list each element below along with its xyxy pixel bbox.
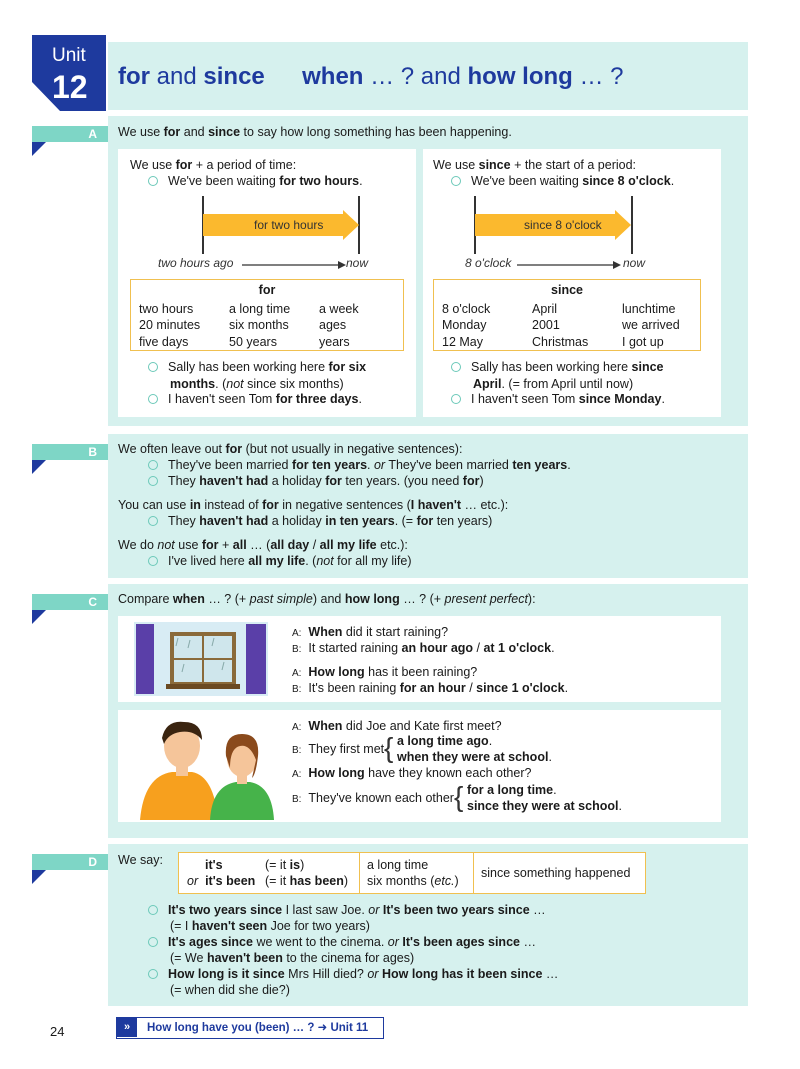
since-example-3: I haven't seen Tom since Monday. [451, 391, 665, 408]
brace-icon: { [454, 781, 464, 812]
meet-line-b2: B: They've known each other [292, 791, 454, 805]
joe-and-kate-illustration [132, 716, 282, 820]
since-arrow-label: since 8 o'clock [524, 218, 602, 232]
page-number: 24 [50, 1024, 65, 1039]
table-its-been: or it's been [187, 874, 256, 888]
bullet-icon [148, 969, 158, 979]
since-example: We've been waiting since 8 o'clock. [451, 173, 674, 190]
meet-line-a2: A: How long have they known each other? [292, 766, 532, 780]
bullet-icon [148, 362, 158, 372]
raining-line-b2: B: It's been raining for an hour / since 1 o'clock. [292, 681, 569, 695]
section-b-line-2: They've been married for ten years. or They've been married ten years. [148, 457, 571, 474]
section-b-line-3: They haven't had a holiday for ten years. (you need for) [148, 473, 484, 490]
title-end: … ? [572, 63, 624, 90]
meet-option-2: when they were at school. [397, 750, 552, 764]
raining-dialogue-box [118, 616, 721, 702]
section-b-line-5: They haven't had a holiday in ten years. (= for ten years) [148, 513, 492, 530]
since-explanation-box [423, 149, 721, 417]
table-its-been-eq: (= it has been) [265, 874, 349, 888]
bullet-icon [451, 176, 461, 186]
brace-icon: { [384, 732, 394, 763]
table-divider [473, 853, 474, 893]
for-example-2: Sally has been working here for six months. (not since six months) [148, 359, 408, 392]
table-since-something: since something happened [481, 866, 631, 880]
bullet-icon [148, 176, 158, 186]
since-word: 2001 [532, 318, 560, 332]
for-word: a week [319, 301, 359, 316]
since-example-2: Sally has been working here since April. (= from April until now) [451, 359, 713, 392]
its-been-table [178, 852, 646, 894]
title-and-2: … ? and [363, 63, 468, 90]
for-word: 50 years [229, 334, 277, 349]
bullet-icon [148, 937, 158, 947]
joe-kate-dialogue-box [118, 710, 721, 822]
bullet-icon [148, 556, 158, 566]
since-timeline-to: now [623, 256, 646, 270]
raining-line-b1: B: It started raining an hour ago / at 1 o'clock. [292, 641, 555, 655]
for-example-3: I haven't seen Tom for three days. [148, 391, 362, 408]
since-word: Monday [442, 318, 487, 332]
since-word: I got up [622, 334, 664, 349]
section-b-tab: B [32, 444, 108, 460]
title-and: and [150, 63, 204, 90]
bullet-icon [148, 476, 158, 486]
bullet-icon [148, 394, 158, 404]
title-how-long: how long [467, 63, 573, 90]
since-word: we arrived [622, 318, 680, 332]
timeline-arrow-icon [517, 261, 621, 269]
bullet-icon [148, 460, 158, 470]
known-option-1: for a long time. [467, 783, 557, 797]
meet-option-1: a long time ago. [397, 734, 493, 748]
section-c-tab: C [32, 594, 108, 610]
for-lead: We use for + a period of time: [130, 158, 297, 172]
for-words-heading: for [258, 283, 276, 297]
section-c-marker [32, 610, 46, 624]
for-word: 20 minutes [139, 318, 201, 332]
bullet-icon [148, 516, 158, 526]
section-d-example-2: It's ages since we went to the cinema. or It's been ages since … [148, 934, 536, 951]
section-b-line-6: We do not use for + all … (all day / all my life etc.): [118, 538, 408, 552]
section-d-example-3-sub: (= when did she die?) [170, 983, 290, 997]
section-a-intro: We use for and since to say how long something has been happening. [118, 125, 512, 139]
section-b-line-4: You can use in instead of for in negative sentences (I haven't … etc.): [118, 498, 509, 512]
for-word: two hours [139, 301, 194, 316]
table-its-eq: (= it is) [265, 858, 305, 872]
rainy-window-illustration [134, 622, 268, 696]
for-word: six months [229, 318, 289, 332]
page-title [118, 61, 624, 93]
section-d-tab: D [32, 854, 108, 870]
cross-reference-link[interactable] [116, 1017, 384, 1039]
since-words-heading: since [551, 283, 583, 297]
section-a-marker [32, 142, 46, 156]
section-b-line-7: I've lived here all my life. (not for all my life) [148, 553, 412, 570]
for-word: ages [319, 318, 347, 332]
section-b-line-1: We often leave out for (but not usually in negative sentences): [118, 442, 463, 456]
we-say-label: We say: [118, 853, 163, 867]
since-words-grid [434, 301, 700, 351]
for-words-box [130, 279, 404, 351]
for-timeline-from: two hours ago [158, 256, 234, 270]
bullet-icon [148, 905, 158, 915]
since-word: Christmas [532, 334, 589, 349]
meet-line-b1: B: They first met [292, 742, 385, 756]
timeline-arrow-icon [242, 261, 346, 269]
since-lead: We use since + the start of a period: [433, 158, 637, 172]
for-word: years [319, 334, 350, 349]
cross-reference-text: How long have you (been) … ? ➜ Unit 11 [147, 1022, 369, 1034]
unit-label: Unit [52, 45, 86, 66]
for-word: a long time [229, 301, 291, 316]
for-arrow-label: for two hours [254, 218, 324, 232]
section-d-example-1: It's two years since I last saw Joe. or It's been two years since … [148, 902, 546, 919]
raining-line-a2: A: How long has it been raining? [292, 665, 478, 679]
title-for: for [118, 63, 150, 90]
raining-line-a1: A: When did it start raining? [292, 625, 449, 639]
section-d-example-3: How long is it since Mrs Hill died? or How long has it been since … [148, 966, 558, 983]
section-d-marker [32, 870, 46, 884]
since-timeline-from: 8 o'clock [465, 256, 512, 270]
table-a-long-time: a long time [367, 858, 429, 872]
for-example: We've been waiting for two hours. [148, 173, 363, 190]
since-words-box [433, 279, 701, 351]
for-explanation-box [118, 149, 416, 417]
known-option-2: since they were at school. [467, 799, 622, 813]
since-word: April [532, 301, 558, 316]
for-word: five days [139, 334, 189, 349]
bullet-icon [451, 362, 461, 372]
badge-corner-cut [32, 82, 60, 111]
table-divider [359, 853, 360, 893]
unit-number: 12 [52, 69, 88, 105]
for-timeline-to: now [346, 256, 369, 270]
section-b-marker [32, 460, 46, 474]
table-six-months: six months (etc.) [367, 874, 459, 888]
section-d-example-2-sub: (= We haven't been to the cinema for ages) [170, 951, 415, 965]
meet-line-a1: A: When did Joe and Kate first meet? [292, 719, 502, 733]
table-its: it's [205, 858, 223, 872]
bullet-icon [451, 394, 461, 404]
since-word: 12 May [442, 334, 483, 349]
since-word: 8 o'clock [442, 301, 491, 316]
for-words-grid [131, 301, 403, 351]
section-c-intro: Compare when … ? (+ past simple) and how long … ? (+ present perfect): [118, 592, 536, 606]
section-a-tab: A [32, 126, 108, 142]
title-since: since [203, 63, 265, 90]
title-when: when [302, 63, 364, 90]
since-word: lunchtime [622, 301, 676, 316]
double-chevron-icon: » [117, 1018, 137, 1037]
section-d-example-1-sub: (= I haven't seen Joe for two years) [170, 919, 370, 933]
